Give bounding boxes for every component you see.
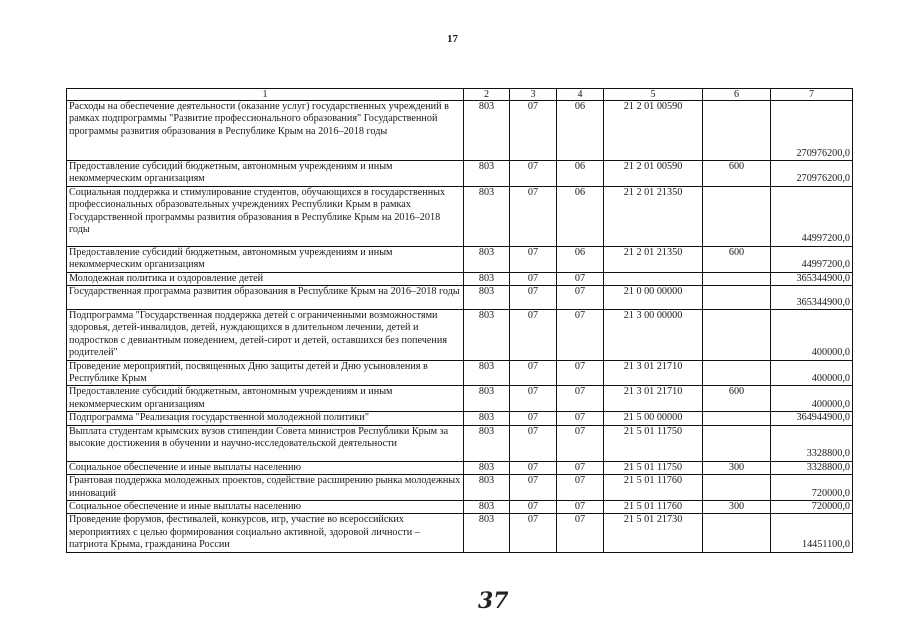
row-description: Социальное обеспечение и иные выплаты населению <box>67 500 464 513</box>
row-description: Государственная программа развития образования в Республике Крым на 2016–2018 годы <box>67 286 464 310</box>
cell-expense-type: 300 <box>703 461 771 474</box>
cell-ministry-code: 803 <box>464 500 510 513</box>
cell-section-code: 07 <box>510 360 557 386</box>
cell-section-code: 07 <box>510 186 557 246</box>
cell-section-code: 07 <box>510 386 557 412</box>
cell-target-article: 21 2 01 00590 <box>604 161 703 187</box>
cell-subsection-code: 06 <box>557 101 604 161</box>
cell-amount: 720000,0 <box>771 500 853 513</box>
cell-expense-type: 600 <box>703 386 771 412</box>
cell-amount: 720000,0 <box>771 475 853 501</box>
cell-ministry-code: 803 <box>464 310 510 361</box>
cell-section-code: 07 <box>510 461 557 474</box>
cell-section-code: 07 <box>510 161 557 187</box>
row-description: Предоставление субсидий бюджетным, автономным учреждениям и иным некоммерческим организациям <box>67 246 464 272</box>
cell-ministry-code: 803 <box>464 161 510 187</box>
cell-subsection-code: 06 <box>557 186 604 246</box>
cell-amount: 365344900,0 <box>771 286 853 310</box>
cell-amount: 400000,0 <box>771 386 853 412</box>
table-row <box>67 286 853 310</box>
cell-target-article: 21 2 01 21350 <box>604 246 703 272</box>
cell-expense-type <box>703 475 771 501</box>
cell-ministry-code: 803 <box>464 514 510 552</box>
cell-subsection-code: 07 <box>557 310 604 361</box>
cell-target-article: 21 5 00 00000 <box>604 412 703 425</box>
cell-target-article: 21 2 01 21350 <box>604 186 703 246</box>
cell-section-code: 07 <box>510 500 557 513</box>
row-description: Проведение мероприятий, посвященных Дню защиты детей и Дню усыновления в Республике Крым <box>67 360 464 386</box>
cell-ministry-code: 803 <box>464 360 510 386</box>
cell-ministry-code: 803 <box>464 286 510 310</box>
cell-amount: 44997200,0 <box>771 246 853 272</box>
cell-amount: 400000,0 <box>771 310 853 361</box>
cell-section-code: 07 <box>510 425 557 461</box>
table-row <box>67 186 853 246</box>
table-row <box>67 360 853 386</box>
header-cell: 2 <box>464 89 510 101</box>
row-description: Проведение форумов, фестивалей, конкурсов, игр, участие во всероссийских мероприятиях с целью формирования социально активной, здоровой личности – патриота Крыма, гражданина России <box>67 514 464 552</box>
table-row <box>67 386 853 412</box>
cell-ministry-code: 803 <box>464 461 510 474</box>
cell-expense-type <box>703 186 771 246</box>
header-cell: 1 <box>67 89 464 101</box>
cell-expense-type <box>703 286 771 310</box>
cell-subsection-code: 07 <box>557 475 604 501</box>
table-header-row <box>67 89 853 101</box>
cell-subsection-code: 06 <box>557 161 604 187</box>
cell-ministry-code: 803 <box>464 101 510 161</box>
cell-subsection-code: 07 <box>557 425 604 461</box>
cell-subsection-code: 07 <box>557 412 604 425</box>
cell-expense-type <box>703 272 771 285</box>
cell-amount: 3328800,0 <box>771 461 853 474</box>
cell-subsection-code: 07 <box>557 461 604 474</box>
cell-subsection-code: 07 <box>557 360 604 386</box>
cell-subsection-code: 07 <box>557 272 604 285</box>
row-description: Социальное обеспечение и иные выплаты населению <box>67 461 464 474</box>
header-cell: 6 <box>703 89 771 101</box>
cell-expense-type: 300 <box>703 500 771 513</box>
handwritten-page-mark: 37 <box>478 588 509 614</box>
cell-section-code: 07 <box>510 272 557 285</box>
cell-subsection-code: 07 <box>557 500 604 513</box>
cell-target-article: 21 5 01 11750 <box>604 461 703 474</box>
page-number: 17 <box>447 33 458 45</box>
table-row <box>67 412 853 425</box>
cell-amount: 44997200,0 <box>771 186 853 246</box>
cell-target-article: 21 0 00 00000 <box>604 286 703 310</box>
cell-expense-type <box>703 514 771 552</box>
row-description: Подпрограмма "Государственная поддержка детей с ограниченными возможностями здоровья, детей-инвалидов, детей, нуждающихся в длительном лечении, детей и подростков с девиантным поведением, детей-сирот и детей, оставшихся без попечения родителей" <box>67 310 464 361</box>
header-cell: 3 <box>510 89 557 101</box>
row-description: Грантовая поддержка молодежных проектов, содействие расширению рынка молодежных инноваций <box>67 475 464 501</box>
cell-ministry-code: 803 <box>464 386 510 412</box>
table-row <box>67 161 853 187</box>
cell-amount: 3328800,0 <box>771 425 853 461</box>
budget-table <box>66 88 853 553</box>
cell-ministry-code: 803 <box>464 246 510 272</box>
cell-target-article: 21 5 01 11750 <box>604 425 703 461</box>
header-cell: 4 <box>557 89 604 101</box>
cell-section-code: 07 <box>510 101 557 161</box>
cell-target-article <box>604 272 703 285</box>
row-description: Расходы на обеспечение деятельности (оказание услуг) государственных учреждений в рамках подпрограммы "Развитие профессионального образования" Государственной программы развития образования в Республике Крым на 2016–2018 годы <box>67 101 464 161</box>
cell-section-code: 07 <box>510 246 557 272</box>
cell-expense-type <box>703 360 771 386</box>
cell-subsection-code: 07 <box>557 514 604 552</box>
cell-ministry-code: 803 <box>464 425 510 461</box>
table-row <box>67 310 853 361</box>
table-row <box>67 461 853 474</box>
cell-target-article: 21 5 01 21730 <box>604 514 703 552</box>
cell-expense-type: 600 <box>703 161 771 187</box>
row-description: Предоставление субсидий бюджетным, автономным учреждениям и иным некоммерческим организациям <box>67 386 464 412</box>
header-cell: 5 <box>604 89 703 101</box>
cell-amount: 365344900,0 <box>771 272 853 285</box>
table-row <box>67 246 853 272</box>
cell-target-article: 21 3 00 00000 <box>604 310 703 361</box>
cell-section-code: 07 <box>510 475 557 501</box>
cell-subsection-code: 07 <box>557 286 604 310</box>
row-description: Подпрограмма "Реализация государственной молодежной политики" <box>67 412 464 425</box>
cell-section-code: 07 <box>510 514 557 552</box>
cell-amount: 364944900,0 <box>771 412 853 425</box>
cell-expense-type <box>703 310 771 361</box>
row-description: Выплата студентам крымских вузов стипендии Совета министров Республики Крым за высокие достижения в обучении и научно-исследовательской деятельности <box>67 425 464 461</box>
cell-target-article: 21 5 01 11760 <box>604 475 703 501</box>
cell-amount: 14451100,0 <box>771 514 853 552</box>
table-row <box>67 475 853 501</box>
cell-expense-type <box>703 412 771 425</box>
cell-ministry-code: 803 <box>464 412 510 425</box>
cell-target-article: 21 2 01 00590 <box>604 101 703 161</box>
table-row <box>67 514 853 552</box>
cell-section-code: 07 <box>510 412 557 425</box>
row-description: Социальная поддержка и стимулирование студентов, обучающихся в государственных профессиональных образовательных учреждениях Республики Крым в рамках Государственной программы развития образования в Республике Крым на 2016–2018 годы <box>67 186 464 246</box>
header-cell: 7 <box>771 89 853 101</box>
table-row <box>67 101 853 161</box>
cell-target-article: 21 3 01 21710 <box>604 360 703 386</box>
cell-subsection-code: 07 <box>557 386 604 412</box>
cell-ministry-code: 803 <box>464 186 510 246</box>
cell-ministry-code: 803 <box>464 475 510 501</box>
cell-ministry-code: 803 <box>464 272 510 285</box>
cell-amount: 400000,0 <box>771 360 853 386</box>
cell-amount: 270976200,0 <box>771 161 853 187</box>
table-row <box>67 272 853 285</box>
cell-expense-type <box>703 101 771 161</box>
cell-target-article: 21 3 01 21710 <box>604 386 703 412</box>
cell-target-article: 21 5 01 11760 <box>604 500 703 513</box>
cell-section-code: 07 <box>510 310 557 361</box>
row-description: Молодежная политика и оздоровление детей <box>67 272 464 285</box>
cell-section-code: 07 <box>510 286 557 310</box>
table-row <box>67 500 853 513</box>
cell-amount: 270976200,0 <box>771 101 853 161</box>
cell-subsection-code: 06 <box>557 246 604 272</box>
cell-expense-type: 600 <box>703 246 771 272</box>
table-row <box>67 425 853 461</box>
cell-expense-type <box>703 425 771 461</box>
row-description: Предоставление субсидий бюджетным, автономным учреждениям и иным некоммерческим организациям <box>67 161 464 187</box>
